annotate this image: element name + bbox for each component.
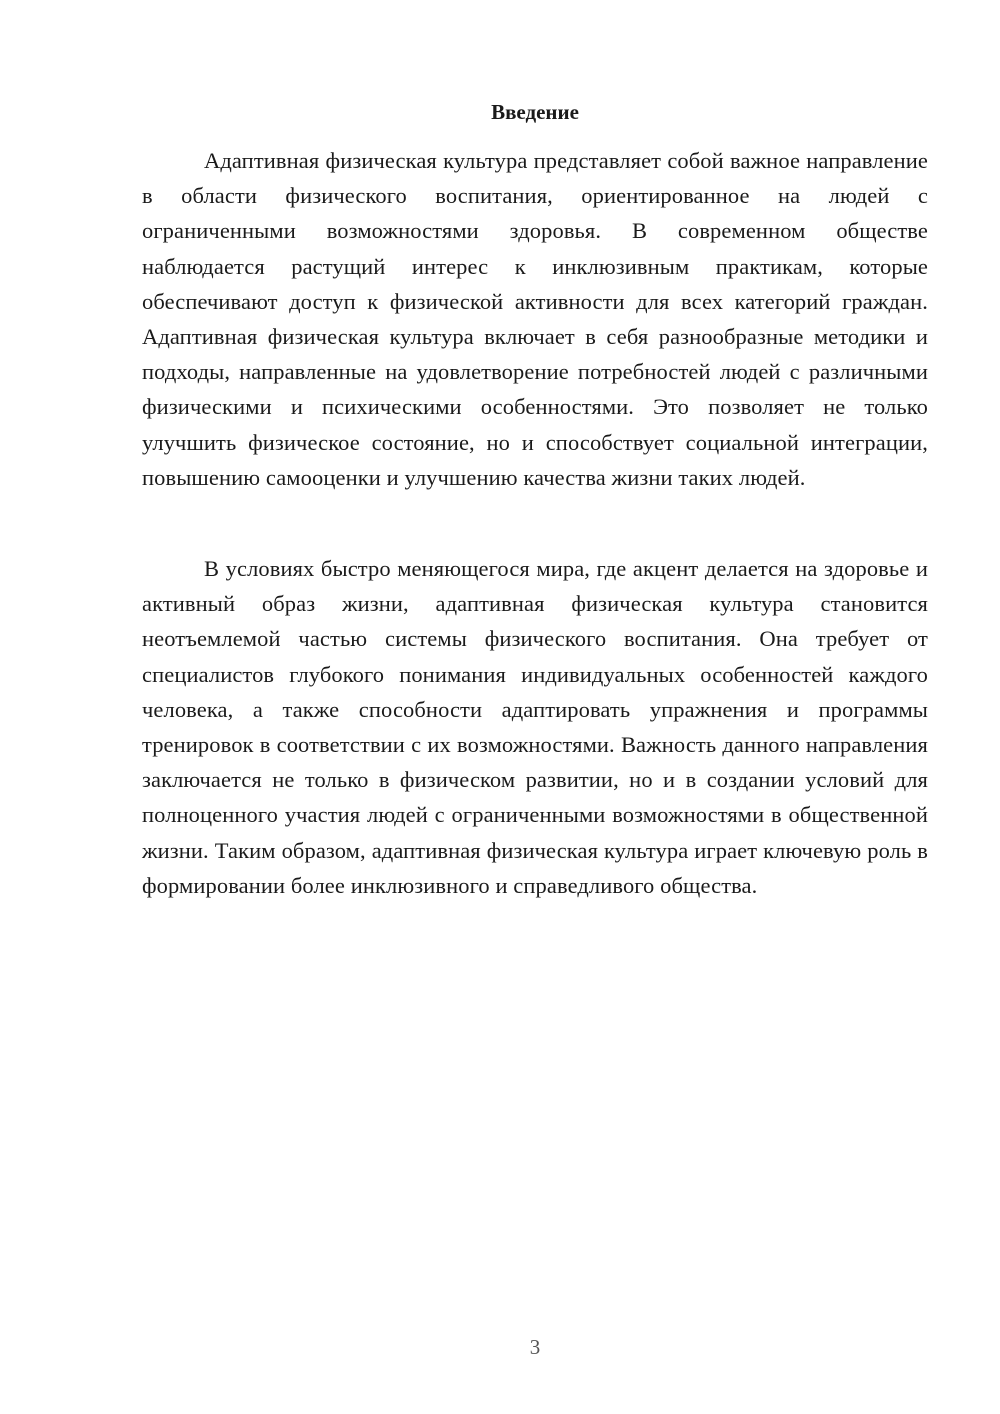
paragraph-2: В условиях быстро меняющегося мира, где акцент делается на здоровье и активный образ жизни, адаптивная физическая культура становится неотъемлемой частью системы физического воспитания. Она требует от специалистов глубокого понимания индивидуальных особенностей каждого человека, а также способности адаптировать упражнения и программы тренировок в соответствии с их возможностями. Важность данного направления заключается не только в физическом развитии, но и в создании условий для полноценного участия людей с ограниченными возможностями в общественной жизни. Таким образом, адаптивная физическая культура играет ключевую роль в формировании более инклюзивного и справедливого общества. (142, 556, 928, 898)
page-number: 3 (529, 1335, 541, 1359)
paragraph-1: Адаптивная физическая культура представляет собой важное направление в области физического воспитания, ориентированное на людей с ограниченными возможностями здоровья. В современном обществе наблюдается растущий интерес к инклюзивным практикам, которые обеспечивают доступ к физической активности для всех категорий граждан. Адаптивная физическая культура включает в себя разнообразные методики и подходы, направленные на удовлетворение потребностей людей с различными физическими и психическими особенностями. Это позволяет не только улучшить физическое состояние, но и способствует социальной интеграции, повышению самооценки и улучшению качества жизни таких людей. (142, 148, 928, 490)
section-heading: Введение (491, 100, 579, 124)
